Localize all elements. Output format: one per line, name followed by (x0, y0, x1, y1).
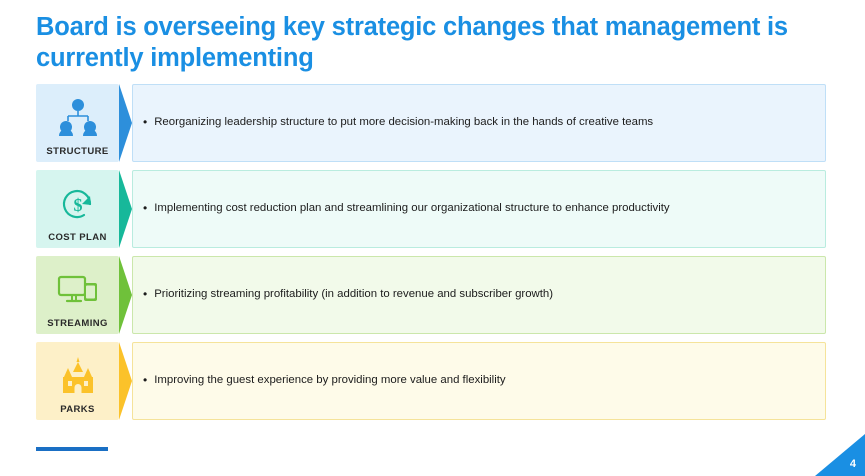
content-rows (36, 84, 826, 428)
footer-rule (36, 447, 108, 451)
text-cost-plan: Implementing cost reduction plan and streamlining our organizational structure to enhance productivity (154, 202, 670, 215)
icon-label-cost-plan: COST PLAN (48, 232, 107, 243)
screens-streaming-icon (36, 262, 119, 318)
org-chart-people-icon (36, 90, 119, 146)
text-streaming: Prioritizing streaming profitability (in addition to revenue and subscriber growth) (154, 288, 554, 301)
arrow-streaming (119, 256, 132, 334)
icon-label-parks: PARKS (60, 404, 95, 415)
dollar-recycle-icon (36, 176, 119, 232)
page-title: Board is overseeing key strategic changes that management is currently implementing (36, 13, 788, 73)
castle-parks-icon (36, 348, 119, 404)
text-structure: Reorganizing leadership structure to put more decision-making back in the hands of creative teams (154, 116, 654, 129)
icon-label-structure: STRUCTURE (46, 146, 109, 157)
text-panel-cost-plan (132, 170, 826, 248)
arrow-parks (119, 342, 132, 420)
bullet-cost-plan: • (143, 201, 148, 216)
row-cost-plan (36, 170, 826, 248)
icon-box-parks (36, 342, 119, 420)
text-panel-parks (132, 342, 826, 420)
text-panel-streaming (132, 256, 826, 334)
bullet-parks: • (143, 373, 148, 388)
arrow-structure (119, 84, 132, 162)
text-panel-structure (132, 84, 826, 162)
text-parks: Improving the guest experience by providing more value and flexibility (154, 374, 506, 387)
bullet-structure: • (143, 115, 148, 130)
icon-box-streaming (36, 256, 119, 334)
icon-box-cost-plan (36, 170, 119, 248)
row-streaming (36, 256, 826, 334)
svg-text:$: $ (73, 195, 82, 215)
page-number: 4 (849, 458, 856, 470)
bullet-streaming: • (143, 287, 148, 302)
row-parks (36, 342, 826, 420)
icon-label-streaming: STREAMING (47, 318, 108, 329)
page-number-corner (811, 434, 865, 476)
row-structure (36, 84, 826, 162)
icon-box-structure (36, 84, 119, 162)
arrow-cost-plan (119, 170, 132, 248)
